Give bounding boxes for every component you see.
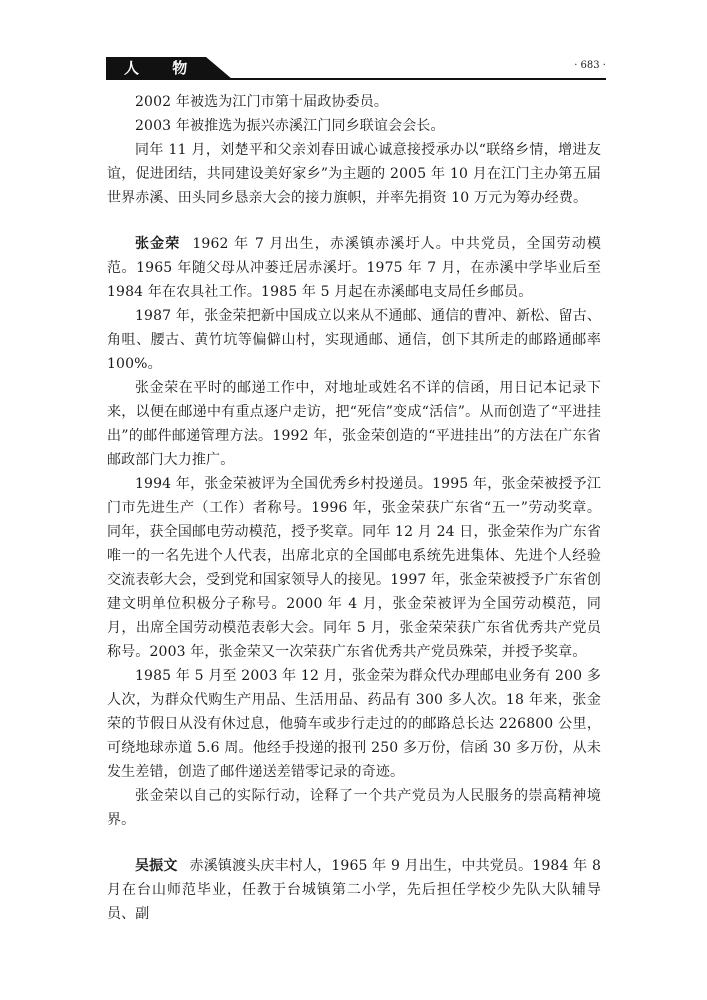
paragraph: 2003 年被推选为振兴赤溪江门同乡联谊会会长。 xyxy=(135,118,445,134)
paragraph: 1985 年 5 月至 2003 年 12 月，张金荣为群众代办理邮电业务有 200 多人次，为群众代购生产用品、生活用品、药品有 300 多人次。18 年来，张金荣的节假日从没有休过息，他骑车或步行走过的的邮路总长达 226800 公里，可绕地球赤道 5.6 周。他经手投递的报刊 250 多万份，信函 30 多万份，从未发生差错，创造了邮件递送差错零记录的奇迹。 xyxy=(107,668,601,780)
paragraph: 1994 年，张金荣被评为全国优秀乡村投递员。1995 年，张金荣被授予江门市先进生产（工作）者称号。1996 年，张金荣获广东省“五一”劳动奖章。同年，获全国邮电劳动模范，授予奖章。同年 12 月 24 日，张金荣作为广东省唯一的一名先进个人代表，出席北京的全国邮电系统先进集体、先进个人经验交流表彰大会，受到党和国家领导人的接见。1997 年，张金荣被授予广东省创建文明单位积极分子称号。2000 年 4 月，张金荣被评为全国劳动模范，同月，出席全国劳动模范表彰大会。同年 5 月，张金荣荣获广东省优秀共产党员称号。2003 年，张金荣又一次荣获广东省优秀共产党员殊荣，并授予奖章。 xyxy=(107,476,601,660)
biography-intro: 赤溪镇渡头庆丰村人，1965 年 9 月出生，中共党员。1984 年 8 月在台山师范毕业，任教于台城镇第二小学，先后担任学校少先队大队辅导员、副 xyxy=(107,858,601,922)
page-body xyxy=(107,90,601,926)
person-name: 张金荣 xyxy=(135,236,181,252)
biography-entry-wu-zhenwen xyxy=(107,854,601,926)
paragraph: 2002 年被选为江门市第十届政协委员。 xyxy=(135,94,389,110)
biography-intro: 1962 年 7 月出生，赤溪镇赤溪圩人。中共党员，全国劳动模范。1965 年随父母从冲蒌迁居赤溪圩。1975 年 7 月，在赤溪中学毕业后至 1984 年在农具社工作。1985 年 5 月起在赤溪邮电支局任乡邮员。 xyxy=(107,236,601,300)
person-name: 吴振文 xyxy=(135,858,178,874)
paragraph: 1987 年，张金荣把新中国成立以来从不通邮、通信的曹冲、新松、留古、角咀、腰古、黄竹坑等偏僻山村，实现通邮、通信，创下其所走的邮路通邮率 100%。 xyxy=(107,308,601,372)
paragraph: 同年 11 月，刘楚平和父亲刘春田诚心诚意接授承办以“联络乡情，增进友谊，促进团结，共同建设美好家乡”为主题的 2005 年 10 月在江门主办第五届世界赤溪、田头同乡恳亲大会的接力旗帜，并率先捐资 10 万元为筹办经费。 xyxy=(107,142,601,206)
section-title: 人 物 xyxy=(124,59,202,77)
header-rule xyxy=(106,78,606,80)
page-header xyxy=(106,57,606,79)
page-number: · 683 · xyxy=(574,60,606,71)
biography-entry-zhang-jinrong xyxy=(107,232,601,304)
paragraph: 张金荣在平时的邮递工作中，对地址或姓名不详的信函，用日记本记录下来，以便在邮递中有重点逐户走访，把“死信”变成“活信”。从而创造了“平进挂出”的邮件邮递管理方法。1992 年，张金荣创造的“平进挂出”的方法在广东省邮政部门大力推广。 xyxy=(107,380,601,468)
paragraph: 张金荣以自己的实际行动，诠释了一个共产党员为人民服务的崇高精神境界。 xyxy=(107,788,601,828)
